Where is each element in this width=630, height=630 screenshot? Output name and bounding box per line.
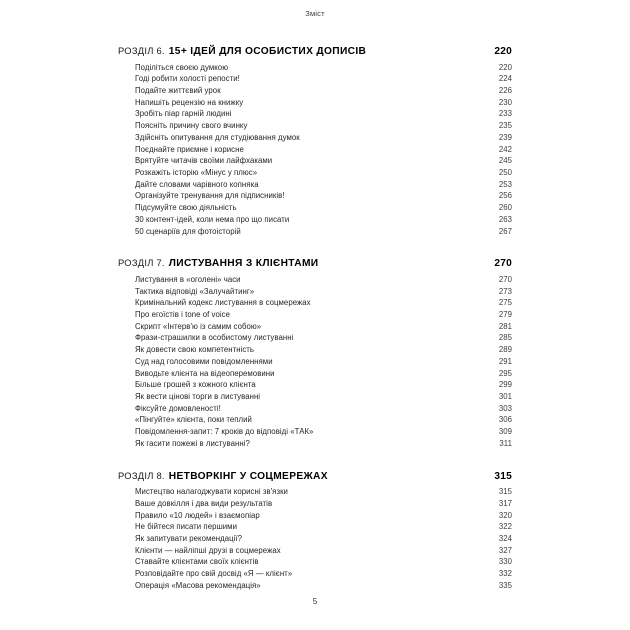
toc-entry[interactable] [135, 286, 512, 298]
toc-entry-page-number: 335 [498, 580, 512, 590]
toc-entry-list [118, 62, 512, 238]
toc-entry-title: Дайте словами чарівного копняка [135, 179, 259, 189]
toc-entry-title: Кримінальний кодекс листування в соцмережах [135, 298, 311, 308]
toc-entry[interactable] [135, 226, 512, 238]
toc-entry[interactable] [135, 568, 512, 580]
toc-entry-title: Розкажіть історію «Мінус у плюс» [135, 167, 258, 177]
toc-entry-title: Поділіться своєю думкою [135, 62, 229, 72]
toc-entry[interactable] [135, 356, 512, 368]
toc-entry-page-number: 322 [498, 522, 512, 532]
toc-chapter-title: НЕТВОРКІНГ У СОЦМЕРЕЖАХ [168, 470, 328, 482]
toc-entry[interactable] [135, 368, 512, 380]
toc-entry[interactable] [135, 85, 512, 97]
toc-entry-title: Годі робити холості репости! [135, 74, 240, 84]
toc-entry-page-number: 291 [498, 356, 512, 366]
toc-entry-title: Напишіть рецензію на книжку [135, 97, 244, 107]
toc-entry-title: Операція «Масова рекомендація» [135, 580, 261, 590]
toc-entry-page-number: 285 [498, 333, 512, 343]
toc-entry-page-number: 224 [498, 74, 512, 84]
toc-entry-title: Врятуйте читачів своїми лайфхаками [135, 156, 273, 166]
toc-entry[interactable] [135, 297, 512, 309]
toc-entry-title: Фіксуйте домовленості! [135, 403, 221, 413]
toc-entry[interactable] [135, 344, 512, 356]
toc-entry-page-number: 311 [499, 438, 512, 448]
toc-entry[interactable] [135, 190, 512, 202]
toc-entry-page-number: 303 [498, 403, 512, 413]
toc-chapter [118, 256, 512, 449]
toc-entry[interactable] [135, 556, 512, 568]
toc-chapter [118, 44, 512, 237]
toc-chapter-label: РОЗДІЛ 7. [118, 257, 165, 269]
toc-entry-page-number: 301 [498, 391, 512, 401]
toc-chapter-title: 15+ ІДЕЙ ДЛЯ ОСОБИСТИХ ДОПИСІВ [168, 46, 367, 57]
toc-chapter-title: ЛИСТУВАННЯ З КЛІЄНТАМИ [168, 258, 319, 270]
toc-entry-title: Здійсніть опитування для студіювання думок [135, 132, 300, 142]
toc-entry[interactable] [135, 580, 512, 592]
toc-entry-title: Виводьте клієнта на відеоперемовини [135, 368, 275, 378]
toc-entry-page-number: 295 [498, 368, 512, 378]
toc-entry-title: Організуйте тренування для підписників! [135, 191, 285, 201]
toc-entry-page-number: 270 [498, 274, 512, 284]
page-number-folio: 5 [312, 597, 318, 606]
toc-entry-title: «Пінгуйте» клієнта, поки теплий [135, 415, 252, 425]
toc-entry[interactable] [135, 309, 512, 321]
toc-entry[interactable] [135, 379, 512, 391]
toc-entry-title: Розповідайте про свій досвід «Я — клієнт» [135, 569, 293, 579]
toc-entry-page-number: 250 [498, 167, 512, 177]
toc-entry[interactable] [135, 332, 512, 344]
toc-chapter-heading-text [118, 469, 328, 483]
toc-entry-page-number: 332 [498, 569, 512, 579]
toc-entry[interactable] [135, 321, 512, 333]
toc-entry-page-number: 263 [498, 214, 512, 224]
toc-entry-title: Про егоїстів і tone of voice [135, 309, 230, 319]
toc-entry-page-number: 306 [498, 415, 512, 425]
toc-chapter-heading[interactable] [118, 256, 512, 270]
toc-entry-title: Ставайте клієнтами своїх клієнтів [135, 557, 259, 567]
toc-entry-title: Поясніть причину свого вчинку [135, 121, 248, 131]
toc-entry-page-number: 279 [498, 309, 512, 319]
toc-entry-page-number: 242 [498, 144, 512, 154]
toc-entry-title: Мистецтво налагоджувати корисні зв'язки [135, 487, 288, 497]
toc-entry[interactable] [135, 403, 512, 415]
running-head: Зміст [305, 9, 325, 18]
toc-entry[interactable] [135, 391, 512, 403]
toc-entry-page-number: 220 [498, 62, 512, 72]
toc-entry[interactable] [135, 62, 512, 74]
toc-entry[interactable] [135, 510, 512, 522]
toc-entry-page-number: 226 [498, 85, 512, 95]
toc-entry-page-number: 267 [498, 226, 512, 236]
toc-entry-title: Як вести цінові торги в листуванні [135, 391, 261, 401]
toc-entry-title: Ваше довкілля і два види результатів [135, 498, 273, 508]
toc-entry-title: Як запитувати рекомендації? [135, 533, 243, 543]
toc-entry[interactable] [135, 97, 512, 109]
toc-entry-page-number: 256 [498, 191, 512, 201]
toc-entry-page-number: 299 [498, 380, 512, 390]
toc-entry-title: Подайте життєвий урок [135, 85, 221, 95]
toc-entry-title: 50 сценаріїв для фотоісторій [135, 226, 241, 236]
toc-entry-title: Зробіть піар гарній людині [135, 109, 232, 119]
toc-entry[interactable] [135, 414, 512, 426]
toc-chapter [118, 469, 512, 592]
toc-entry[interactable] [135, 486, 512, 498]
toc-entry-title: Листування в «оголені» часи [135, 274, 241, 284]
toc-chapter-heading[interactable] [118, 469, 512, 483]
toc-entry[interactable] [135, 120, 512, 132]
toc-entry-page-number: 281 [498, 321, 512, 331]
toc-entry-page-number: 327 [498, 545, 512, 555]
toc-entry[interactable] [135, 167, 512, 179]
toc-entry-title: Не бійтеся писати першими [135, 522, 237, 532]
toc-entry-title: Більше грошей з кожного клієнта [135, 380, 256, 390]
toc-chapter-page-number: 315 [494, 470, 512, 482]
toc-entry-title: 30 контент-ідей, коли нема про що писати [135, 214, 290, 224]
toc-entry[interactable] [135, 155, 512, 167]
toc-entry-page-number: 230 [498, 97, 512, 107]
toc-chapter-page-number: 220 [494, 46, 512, 57]
toc-chapter-label: РОЗДІЛ 8. [118, 469, 165, 481]
toc-entry-title: Суд над голосовими повідомленнями [135, 356, 273, 366]
toc-entry-page-number: 260 [498, 203, 512, 213]
toc-entry-page-number: 317 [498, 498, 512, 508]
toc-entry-title: Тактика відповіді «Залучайтинг» [135, 286, 255, 296]
toc-chapter-heading-text [118, 44, 366, 58]
toc-entry[interactable] [135, 144, 512, 156]
toc-entry-title: Правило «10 людей» і взаємопіар [135, 510, 260, 520]
table-of-contents [118, 44, 512, 592]
toc-entry-page-number: 330 [498, 557, 512, 567]
toc-entry-page-number: 320 [498, 510, 512, 520]
toc-entry-page-number: 324 [498, 533, 512, 543]
toc-entry-title: Підсумуйте свою діяльність [135, 203, 237, 213]
toc-entry-title: Клієнти — найліпші друзі в соцмережах [135, 545, 281, 555]
toc-entry-page-number: 273 [498, 286, 512, 296]
toc-entry[interactable] [135, 274, 512, 286]
toc-entry-page-number: 239 [498, 132, 512, 142]
toc-entry[interactable] [135, 498, 512, 510]
toc-entry-list [118, 274, 512, 450]
toc-entry-title: Фрази-страшилки в особистому листуванні [135, 333, 294, 343]
toc-entry[interactable] [135, 179, 512, 191]
toc-entry-page-number: 253 [498, 179, 512, 189]
toc-entry-page-number: 315 [498, 487, 512, 497]
toc-entry-page-number: 233 [498, 109, 512, 119]
toc-entry-title: Поєднайте приємне і корисне [135, 144, 244, 154]
toc-entry[interactable] [135, 545, 512, 557]
toc-chapter-heading-text [118, 256, 318, 270]
toc-entry-title: Як гасити пожежі в листуванні? [135, 438, 250, 448]
toc-chapter-heading[interactable] [118, 44, 512, 58]
toc-entry-page-number: 275 [498, 298, 512, 308]
toc-entry-page-number: 245 [498, 156, 512, 166]
toc-entry[interactable] [135, 132, 512, 144]
toc-entry-page-number: 235 [498, 121, 512, 131]
toc-entry[interactable] [135, 426, 512, 438]
toc-entry[interactable] [135, 438, 512, 450]
toc-chapter-page-number: 270 [494, 258, 512, 270]
toc-entry-title: Повідомлення-запит: 7 кроків до відповіді «ТАК» [135, 427, 314, 437]
toc-entry-page-number: 289 [498, 345, 512, 355]
toc-chapter-label: РОЗДІЛ 6. [118, 45, 165, 56]
toc-entry[interactable] [135, 202, 512, 214]
toc-entry[interactable] [135, 521, 512, 533]
toc-entry[interactable] [135, 73, 512, 85]
toc-entry[interactable] [135, 533, 512, 545]
toc-entry-page-number: 309 [498, 427, 512, 437]
toc-entry-list [118, 486, 512, 591]
toc-entry-title: Скрипт «Інтерв'ю із самим собою» [135, 321, 262, 331]
toc-entry[interactable] [135, 108, 512, 120]
toc-entry-title: Як довести свою компетентність [135, 345, 255, 355]
toc-entry[interactable] [135, 214, 512, 226]
